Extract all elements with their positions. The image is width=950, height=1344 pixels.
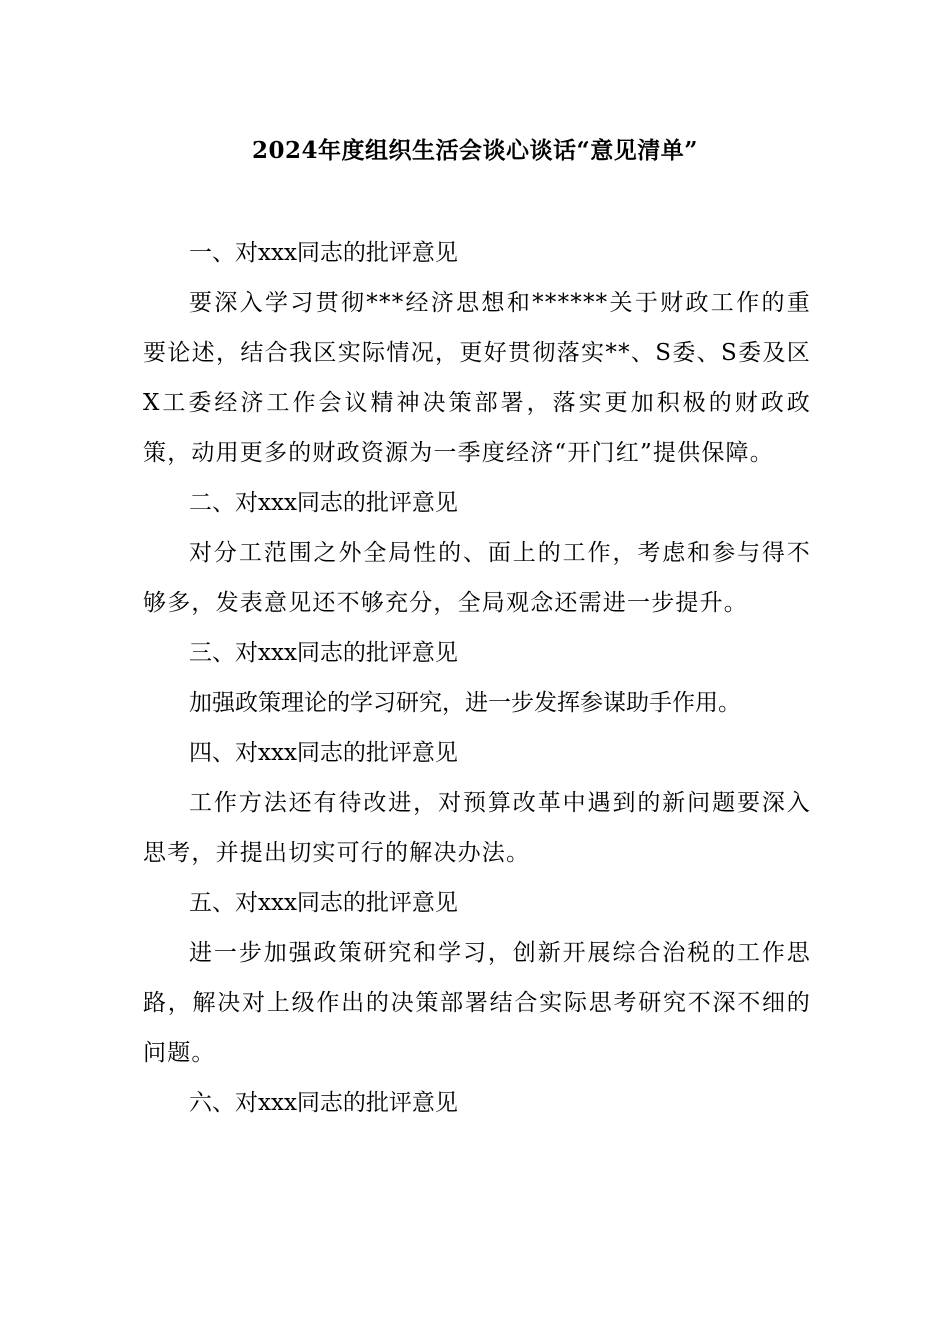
section-heading-1: 一、对xxx同志的批评意见: [189, 240, 458, 266]
document-title: 2024年度组织生活会谈心谈话“意见清单”: [252, 137, 698, 164]
section-heading-5: 五、对xxx同志的批评意见: [189, 890, 458, 916]
section-heading-3: 三、对xxx同志的批评意见: [189, 640, 458, 666]
section-text-3: 加强政策理论的学习研究，进一步发挥参谋助手作用。: [189, 690, 741, 716]
section-heading-2: 二、对xxx同志的批评意见: [189, 490, 458, 516]
section-text-1: 要深入学习贯彻***经济思想和******关于财政工作的重要论述，结合我区实际情况，更好贯彻落实**、S委、S委及区X工委经济工作会议精神决策部署，落实更加积极的财政政策，动用更多的财政资源为一季度经济“开门红”提供保障。: [143, 290, 811, 466]
document-body: [143, 228, 811, 1128]
section-heading-6: 六、对xxx同志的批评意见: [189, 1090, 458, 1116]
section-text-4: 工作方法还有待改进，对预算改革中遇到的新问题要深入思考，并提出切实可行的解决办法。: [143, 790, 811, 866]
section-text-5: 进一步加强政策研究和学习，创新开展综合治税的工作思路，解决对上级作出的决策部署结合实际思考研究不深不细的问题。: [143, 940, 811, 1066]
section-heading-4: 四、对xxx同志的批评意见: [189, 740, 458, 766]
section-text-2: 对分工范围之外全局性的、面上的工作，考虑和参与得不够多，发表意见还不够充分，全局观念还需进一步提升。: [143, 540, 811, 616]
